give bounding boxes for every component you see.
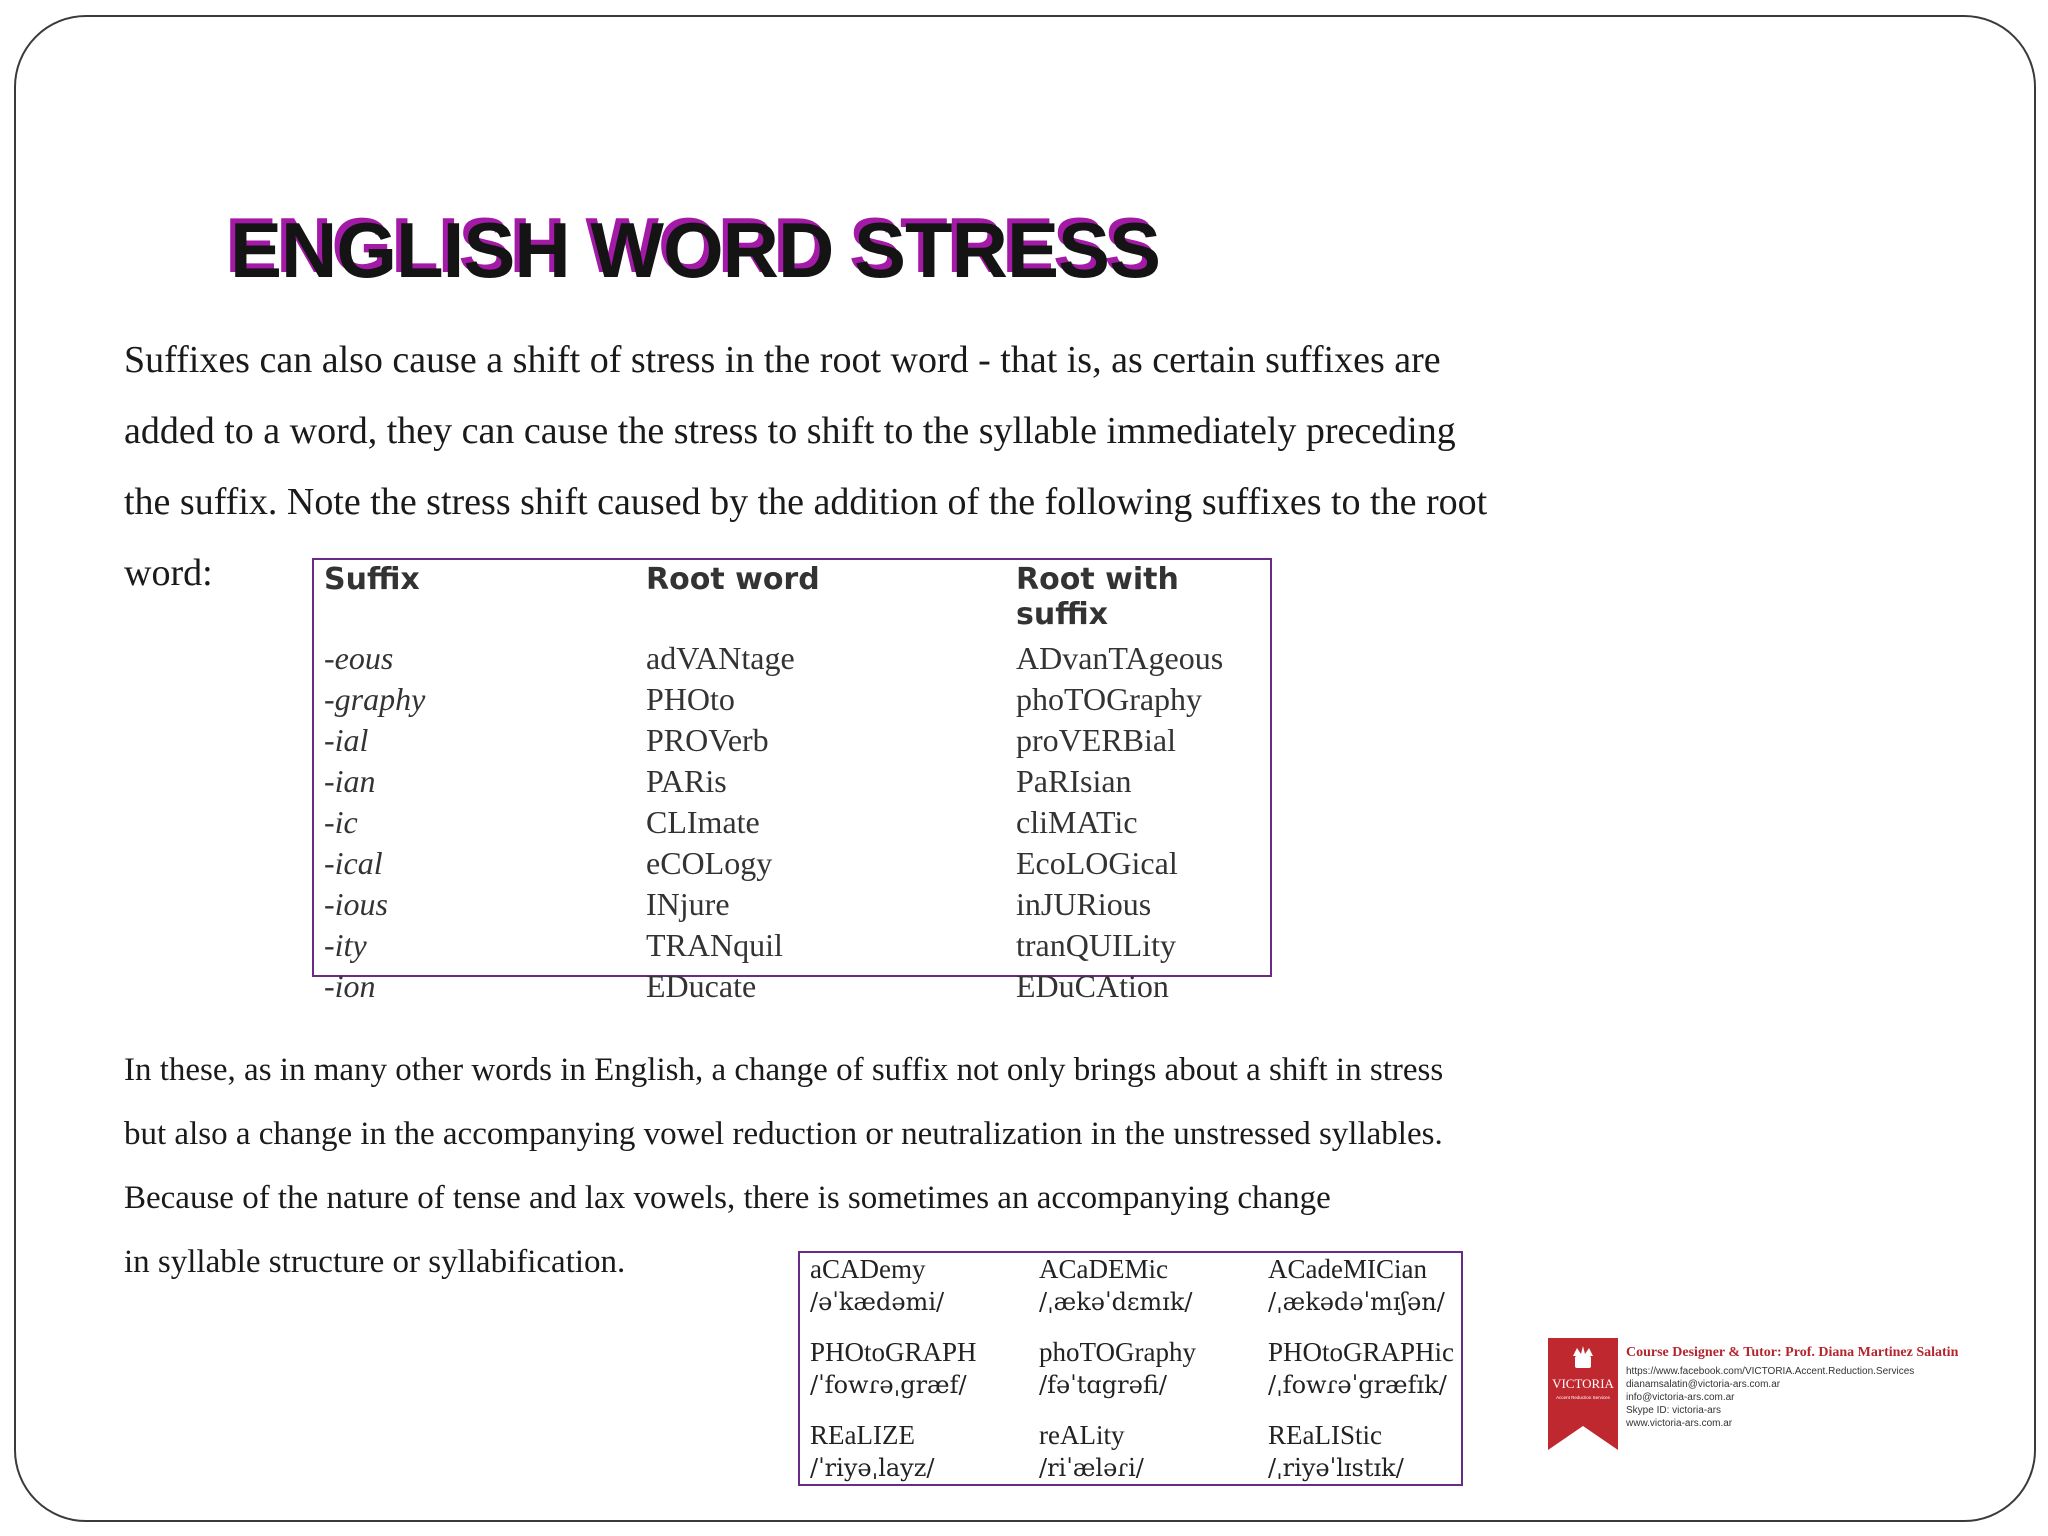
table-row xyxy=(324,720,1260,761)
victoria-logo xyxy=(1548,1338,1618,1450)
root-word-cell: PARis xyxy=(646,763,727,799)
example-word: aCADemy xyxy=(810,1254,926,1284)
table-row xyxy=(324,925,1260,966)
suffix-cell: -ical xyxy=(324,845,383,881)
suffix-cell: -ity xyxy=(324,927,367,963)
example-cell xyxy=(1268,1253,1451,1336)
intro-line: added to a word, they can cause the stress to shift to the syllable immediately preceding xyxy=(124,410,1456,452)
root-word-cell: PHOto xyxy=(646,681,735,717)
example-row xyxy=(810,1419,1451,1485)
example-ipa: /riˈæləɾi/ xyxy=(1039,1454,1144,1482)
root-with-suffix-cell: inJURious xyxy=(1016,886,1152,922)
example-ipa: /fəˈtɑgrəfi/ xyxy=(1039,1371,1167,1399)
credit-facebook-link[interactable]: https://www.facebook.com/VICTORIA.Accent.Reduction.Services xyxy=(1626,1366,1915,1377)
table-header-row xyxy=(324,560,1260,638)
explanation-line: Because of the nature of tense and lax vowels, there is sometimes an accompanying change xyxy=(124,1180,1331,1216)
suffix-cell: -graphy xyxy=(324,681,426,717)
intro-line: word: xyxy=(124,552,213,594)
example-cell xyxy=(810,1253,1039,1336)
example-ipa: /ˌriyəˈlɪstɪk/ xyxy=(1268,1454,1404,1482)
root-word-cell: EDucate xyxy=(646,968,757,1004)
root-with-suffix-cell: cliMATic xyxy=(1016,804,1138,840)
logo-subtext: Accent Reduction Services xyxy=(1556,1395,1610,1400)
root-with-suffix-cell: tranQUILity xyxy=(1016,927,1176,963)
credit-website[interactable]: www.victoria-ars.com.ar xyxy=(1626,1418,1733,1429)
suffix-table xyxy=(312,558,1272,1004)
root-word-cell: PROVerb xyxy=(646,722,769,758)
table-row xyxy=(324,884,1260,925)
table-row xyxy=(324,679,1260,720)
example-row xyxy=(810,1253,1451,1336)
example-word: REaLIStic xyxy=(1268,1420,1382,1450)
root-word-cell: TRANquil xyxy=(646,927,783,963)
slide-title: ENGLISH WORD STRESS xyxy=(230,206,1161,294)
table-row xyxy=(324,843,1260,884)
example-word: ACaDEMic xyxy=(1039,1254,1168,1284)
root-word-cell: CLImate xyxy=(646,804,760,840)
credit-skype: Skype ID: victoria-ars xyxy=(1626,1405,1722,1416)
example-cell xyxy=(1268,1419,1451,1485)
intro-line: the suffix. Note the stress shift caused by the addition of the following suffixes to the root xyxy=(124,481,1488,523)
example-word: ACadeMICian xyxy=(1268,1254,1427,1284)
credit-info-email[interactable]: info@victoria-ars.com.ar xyxy=(1626,1392,1735,1403)
explanation-line: In these, as in many other words in English, a change of suffix not only brings about a shift in stress xyxy=(124,1052,1444,1088)
explanation-line: but also a change in the accompanying vowel reduction or neutralization in the unstressed syllables. xyxy=(124,1116,1443,1152)
header-root-with-suffix: Root with suffix xyxy=(1016,562,1179,632)
credit-email[interactable]: dianamsalatin@victoria-ars.com.ar xyxy=(1626,1379,1781,1390)
table-row xyxy=(324,802,1260,843)
root-with-suffix-cell: PaRIsian xyxy=(1016,763,1132,799)
root-with-suffix-cell: ADvanTAgeous xyxy=(1016,640,1224,676)
root-with-suffix-cell: EDuCAtion xyxy=(1016,968,1169,1004)
example-cell xyxy=(1039,1336,1268,1419)
root-word-cell: INjure xyxy=(646,886,730,922)
example-ipa: /ˌækəˈdɛmɪk/ xyxy=(1039,1288,1193,1316)
suffix-cell: -ian xyxy=(324,763,376,799)
root-word-cell: eCOLogy xyxy=(646,845,773,881)
example-ipa: /ˈfowɾəˌgræf/ xyxy=(810,1371,967,1399)
root-with-suffix-cell: phoTOGraphy xyxy=(1016,681,1203,717)
example-cell xyxy=(810,1419,1039,1485)
example-table xyxy=(798,1251,1463,1486)
explanation-line: in syllable structure or syllabification. xyxy=(124,1244,626,1280)
example-ipa: /əˈkædəmi/ xyxy=(810,1288,945,1316)
suffix-cell: -ic xyxy=(324,804,358,840)
suffix-cell: -eous xyxy=(324,640,394,676)
example-row xyxy=(810,1336,1451,1419)
suffix-cell: -ial xyxy=(324,722,369,758)
header-root-word: Root word xyxy=(646,562,820,597)
root-word-cell: adVANtage xyxy=(646,640,795,676)
example-ipa: /ˌækədəˈmɪʃən/ xyxy=(1268,1288,1445,1316)
example-word: PHOtoGRAPH xyxy=(810,1337,977,1367)
example-cell xyxy=(810,1336,1039,1419)
example-word: PHOtoGRAPHic xyxy=(1268,1337,1455,1367)
table-row xyxy=(324,761,1260,802)
course-credit xyxy=(1626,1345,1958,1430)
example-word: phoTOGraphy xyxy=(1039,1337,1196,1367)
table-row xyxy=(324,966,1260,1007)
example-ipa: /ˌfowɾəˈgræfɪk/ xyxy=(1268,1371,1447,1399)
credit-heading: Course Designer & Tutor: Prof. Diana Martinez Salatin xyxy=(1626,1345,1959,1360)
header-suffix: Suffix xyxy=(324,562,420,597)
suffix-cell: -ion xyxy=(324,968,376,1004)
logo-text: VICTORIA xyxy=(1552,1376,1614,1391)
example-cell xyxy=(1039,1419,1268,1485)
table-row xyxy=(324,638,1260,679)
root-with-suffix-cell: proVERBial xyxy=(1016,722,1176,758)
example-ipa: /ˈriyəˌlayz/ xyxy=(810,1454,935,1482)
root-with-suffix-cell: EcoLOGical xyxy=(1016,845,1178,881)
example-word: REaLIZE xyxy=(810,1420,915,1450)
intro-line: Suffixes can also cause a shift of stress in the root word - that is, as certain suffixes are xyxy=(124,339,1441,381)
example-cell xyxy=(1039,1253,1268,1336)
example-cell xyxy=(1268,1336,1455,1419)
suffix-cell: -ious xyxy=(324,886,388,922)
example-word: reALity xyxy=(1039,1420,1125,1450)
